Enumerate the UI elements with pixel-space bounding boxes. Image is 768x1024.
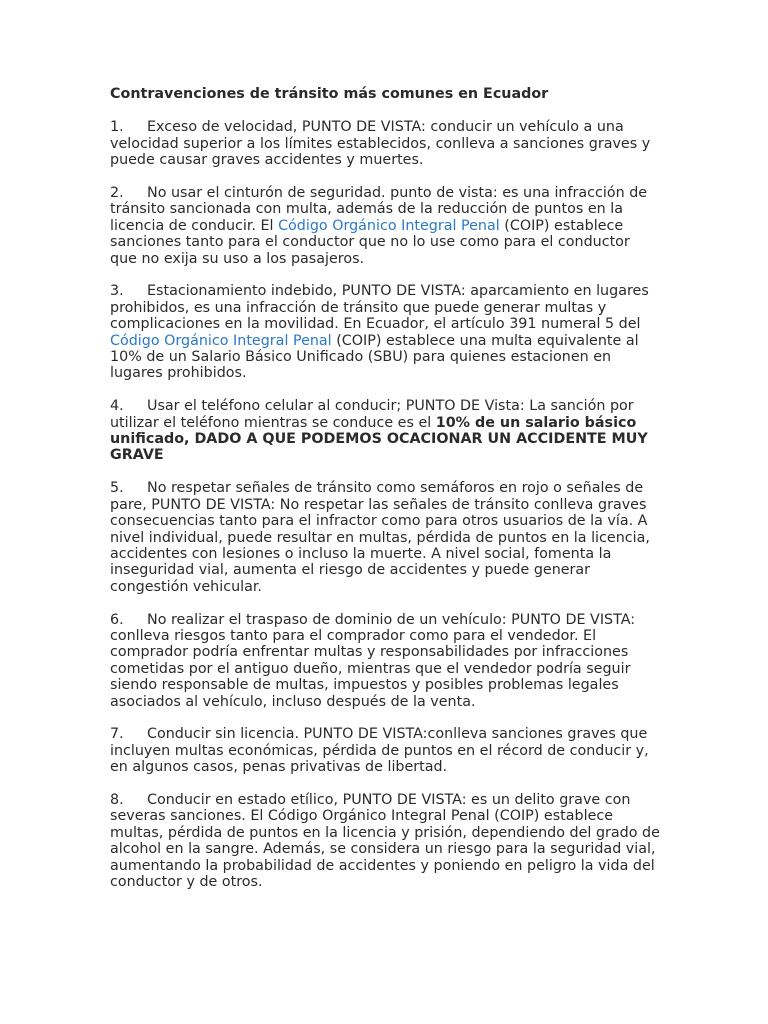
document-page (110, 86, 660, 907)
list-item-5 (110, 480, 660, 595)
item-text: Estacionamiento indebido, PUNTO DE VISTA: aparcamiento en lugares prohibidos, es una infracción de tránsito que puede generar multas y complicaciones en la movilidad. En Ecuador, el artículo 391 numeral 5 del (110, 283, 649, 333)
item-text: Conducir en estado etílico, PUNTO DE VISTA: es un delito grave con severas sanciones. El Código Orgánico Integral Penal (COIP) establece multas, pérdida de puntos en la licencia y prisión, dependiendo del grado de alcohol en la sangre. Además, se considera un riesgo para la seguridad vial, aumentando la probabilidad de accidentes y poniendo en peligro la vida del conductor y de otros. (110, 791, 660, 890)
item-text-continued: (COIP) establece sanciones tanto para el conductor que no lo use como para el conductor que no exija su uso a los pasajeros. (110, 217, 630, 267)
item-text: No usar el cinturón de seguridad. punto de vista: es una infracción de tránsito sancionada con multa, además de la reducción de puntos en la licencia de conducir. El (110, 185, 648, 234)
list-item-8 (110, 792, 660, 890)
item-number: 4. (110, 398, 124, 415)
list-item-2 (110, 185, 660, 267)
item-number: 3. (110, 283, 124, 300)
list-item-6 (110, 612, 660, 710)
item-number: 2. (110, 185, 124, 202)
list-item-7 (110, 726, 660, 775)
document-title: Contravenciones de tránsito más comunes en Ecuador (110, 86, 549, 102)
coip-link[interactable]: Código Orgánico Integral Penal (110, 332, 332, 349)
list-item-4 (110, 398, 660, 464)
item-text: No realizar el traspaso de dominio de un vehículo: PUNTO DE VISTA: conlleva riesgos tanto para el comprador como para el vendedor. El comprador podría enfrentar multas y responsabilidades por infracciones cometidas por el antiguo dueño, mientras que el vendedor podría seguir siendo responsable de multas, impuestos y posibles problemas legales asociados al vehículo, incluso después de la venta. (110, 611, 636, 710)
list-item-1 (110, 119, 660, 168)
item-text: Usar el teléfono celular al conducir; PUNTO DE Vista: La sanción por utilizar el teléfono mientras se conduce es el (110, 398, 634, 431)
item-text-continued: (COIP) establece una multa equivalente al 10% de un Salario Básico Unificado (SBU) para quienes estacionen en lugares prohibidos. (110, 332, 639, 382)
item-text: Conducir sin licencia. PUNTO DE VISTA:conlleva sanciones graves que incluyen multas económicas, pérdida de puntos en el récord de conducir y, en algunos casos, penas privativas de libertad. (110, 726, 649, 776)
item-text: No respetar señales de tránsito como semáforos en rojo o señales de pare, PUNTO DE VISTA: No respetar las señales de tránsito conlleva graves consecuencias tanto para el infractor como para otros usuarios de la vía. A nivel individual, puede resultar en multas, pérdida de puntos en la licencia, accidentes con lesiones o incluso la muerte. A nivel social, fomenta la inseguridad vial, aumenta el riesgo de accidentes y puede generar congestión vehicular. (110, 480, 650, 595)
item-number: 6. (110, 611, 124, 628)
item-number: 5. (110, 480, 124, 497)
list-item-3 (110, 283, 660, 381)
item-bold-text: 10% de un salario básico unificado, DADO A QUE PODEMOS OCACIONAR UN ACCIDENTE MUY GRAVE (110, 414, 648, 464)
item-number: 7. (110, 726, 124, 743)
item-number: 8. (110, 791, 124, 808)
coip-link[interactable]: Código Orgánico Integral Penal (278, 217, 500, 234)
item-text: Exceso de velocidad, PUNTO DE VISTA: conducir un vehículo a una velocidad superior a los límites establecidos, conlleva a sanciones graves y puede causar graves accidentes y muertes. (110, 119, 651, 169)
item-number: 1. (110, 119, 124, 136)
